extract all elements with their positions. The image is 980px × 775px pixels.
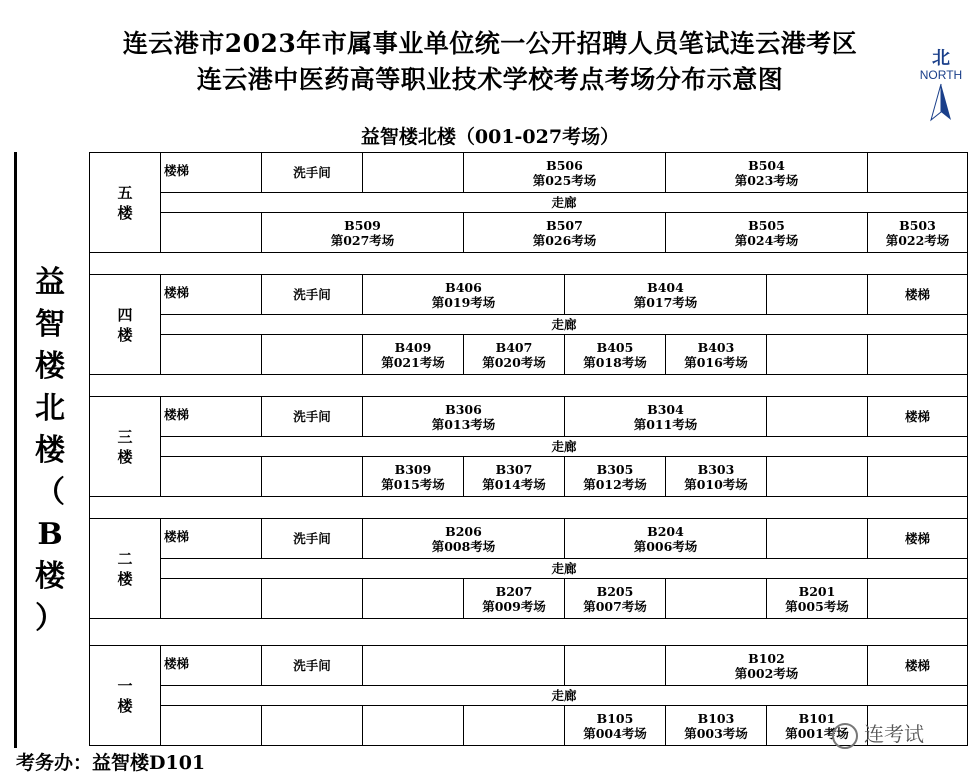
empty-cell bbox=[261, 578, 363, 619]
empty-cell bbox=[160, 578, 262, 619]
building-label-char: 智 bbox=[35, 307, 65, 342]
room-cell bbox=[665, 212, 868, 253]
room-info bbox=[432, 280, 496, 310]
room-cell bbox=[564, 274, 767, 315]
stairs-cell bbox=[867, 645, 968, 686]
room-info bbox=[432, 402, 496, 432]
stairs-cell bbox=[160, 645, 262, 686]
watermark bbox=[832, 718, 924, 749]
cell-label: 楼梯 bbox=[904, 409, 930, 424]
stairs-cell bbox=[867, 396, 968, 437]
room-info bbox=[886, 218, 950, 248]
room-number: B306 bbox=[445, 401, 482, 417]
room-number: B105 bbox=[596, 710, 634, 726]
empty-cell bbox=[867, 578, 968, 619]
empty-cell bbox=[160, 334, 262, 375]
room-info bbox=[482, 340, 546, 370]
exam-room-number: 第013考场 bbox=[431, 416, 496, 432]
exam-room-number: 第004考场 bbox=[583, 725, 647, 741]
room-cell bbox=[867, 212, 968, 253]
exam-room-number: 第009考场 bbox=[482, 598, 546, 614]
room-info bbox=[533, 158, 597, 188]
empty-cell bbox=[261, 334, 363, 375]
floor-label bbox=[89, 396, 161, 497]
exam-room-number: 第025考场 bbox=[532, 172, 597, 188]
room-cell bbox=[463, 578, 565, 619]
room-number: B403 bbox=[697, 339, 735, 355]
cell-label: 楼梯 bbox=[164, 163, 190, 178]
room-number: B205 bbox=[596, 583, 634, 599]
exam-room-number: 第007考场 bbox=[583, 598, 647, 614]
stairs-cell bbox=[160, 518, 262, 559]
cell-label: 楼梯 bbox=[904, 531, 930, 546]
exam-room-number: 第010考场 bbox=[684, 476, 748, 492]
empty-cell bbox=[867, 334, 968, 375]
room-number: B103 bbox=[697, 710, 735, 726]
empty-cell bbox=[362, 152, 464, 193]
empty-cell bbox=[665, 578, 767, 619]
room-cell bbox=[665, 645, 868, 686]
exam-room-number: 第015考场 bbox=[381, 476, 445, 492]
room-number: B303 bbox=[697, 461, 735, 477]
building-label-char: （ bbox=[35, 475, 65, 510]
floor-name: 五楼 bbox=[117, 183, 133, 222]
exam-room-number: 第023考场 bbox=[734, 172, 799, 188]
cell-label: 楼梯 bbox=[164, 407, 190, 422]
room-number: B406 bbox=[445, 279, 482, 295]
floor-gap bbox=[89, 252, 968, 275]
room-info bbox=[331, 218, 395, 248]
exam-room-number: 第012考场 bbox=[583, 476, 647, 492]
stairs-cell bbox=[160, 152, 262, 193]
room-number: B304 bbox=[647, 401, 684, 417]
room-cell bbox=[463, 212, 666, 253]
room-info bbox=[482, 584, 546, 614]
room-info bbox=[634, 524, 698, 554]
room-cell bbox=[665, 334, 767, 375]
restroom-cell bbox=[261, 396, 363, 437]
room-cell bbox=[362, 396, 565, 437]
north-indicator bbox=[918, 50, 964, 124]
room-number: B206 bbox=[445, 523, 482, 539]
floor-name: 三楼 bbox=[117, 427, 133, 466]
room-cell bbox=[564, 578, 666, 619]
room-number: B405 bbox=[596, 339, 634, 355]
cell-label: 楼梯 bbox=[164, 285, 190, 300]
empty-cell bbox=[564, 645, 666, 686]
room-info bbox=[735, 218, 799, 248]
exam-room-number: 第017考场 bbox=[633, 294, 698, 310]
room-cell bbox=[564, 456, 666, 497]
room-cell bbox=[463, 456, 565, 497]
room-info bbox=[785, 584, 849, 614]
empty-cell bbox=[867, 152, 968, 193]
room-cell bbox=[766, 578, 868, 619]
exam-room-number: 第016考场 bbox=[684, 354, 748, 370]
corridor: 走廊 bbox=[160, 558, 968, 579]
corridor: 走廊 bbox=[160, 314, 968, 335]
cell-label: 洗手间 bbox=[293, 287, 331, 302]
restroom-cell bbox=[261, 152, 363, 193]
corridor: 走廊 bbox=[160, 685, 968, 706]
room-number: B307 bbox=[495, 461, 533, 477]
exam-room-number: 第008考场 bbox=[431, 538, 496, 554]
room-number: B404 bbox=[647, 279, 684, 295]
exam-room-number: 第026考场 bbox=[532, 232, 597, 248]
room-info bbox=[684, 462, 748, 492]
exam-room-number: 第005考场 bbox=[785, 598, 849, 614]
restroom-cell bbox=[261, 274, 363, 315]
empty-cell bbox=[160, 212, 262, 253]
floor-gap bbox=[89, 496, 968, 519]
empty-cell bbox=[362, 705, 464, 746]
room-cell bbox=[665, 456, 767, 497]
cell-label: 楼梯 bbox=[904, 658, 930, 673]
stairs-cell bbox=[160, 396, 262, 437]
room-cell bbox=[564, 334, 666, 375]
exam-room-number: 第002考场 bbox=[734, 665, 799, 681]
empty-cell bbox=[867, 456, 968, 497]
empty-cell bbox=[160, 456, 262, 497]
exam-room-number: 第018考场 bbox=[583, 354, 647, 370]
floor-name: 一楼 bbox=[117, 676, 133, 715]
cell-label: 楼梯 bbox=[904, 287, 930, 302]
empty-cell bbox=[362, 578, 464, 619]
exam-room-number: 第001考场 bbox=[785, 725, 849, 741]
floor-label bbox=[89, 274, 161, 375]
floor-name: 四楼 bbox=[117, 305, 133, 344]
building-divider bbox=[14, 152, 17, 748]
room-number: B407 bbox=[495, 339, 533, 355]
floor-gap bbox=[89, 618, 968, 646]
north-label-cn: 北 bbox=[932, 48, 950, 69]
building-label bbox=[30, 262, 70, 640]
corridor: 走廊 bbox=[160, 192, 968, 213]
floor-name: 二楼 bbox=[117, 549, 133, 588]
empty-cell bbox=[766, 274, 868, 315]
building-label-char: B bbox=[37, 517, 63, 552]
exam-room-number: 第014考场 bbox=[482, 476, 546, 492]
room-number: B506 bbox=[546, 157, 583, 173]
room-info bbox=[583, 462, 647, 492]
room-cell bbox=[362, 274, 565, 315]
cell-label: 洗手间 bbox=[293, 531, 331, 546]
cell-label: 洗手间 bbox=[293, 165, 331, 180]
room-number: B309 bbox=[394, 461, 432, 477]
building-label-char: 楼 bbox=[35, 433, 65, 468]
empty-cell bbox=[766, 456, 868, 497]
exam-room-number: 第019考场 bbox=[431, 294, 496, 310]
empty-cell bbox=[766, 396, 868, 437]
floor-gap bbox=[89, 374, 968, 397]
exam-room-number: 第020考场 bbox=[482, 354, 546, 370]
building-label-char: 北 bbox=[35, 391, 65, 426]
room-info bbox=[684, 711, 748, 741]
building-label-char: 楼 bbox=[35, 349, 65, 384]
room-info bbox=[684, 340, 748, 370]
north-label-en: NORTH bbox=[919, 68, 963, 82]
room-number: B505 bbox=[748, 217, 785, 233]
room-cell bbox=[362, 456, 464, 497]
floor-plan bbox=[89, 152, 967, 772]
room-info bbox=[583, 340, 647, 370]
room-cell bbox=[261, 212, 464, 253]
room-number: B201 bbox=[798, 583, 836, 599]
room-info bbox=[381, 462, 445, 492]
exam-office-note: 考务办：益智楼D101 bbox=[16, 752, 206, 774]
room-number: B409 bbox=[394, 339, 432, 355]
room-cell bbox=[463, 152, 666, 193]
building-label-char: ） bbox=[35, 601, 65, 636]
building-label-char: 益 bbox=[35, 265, 65, 300]
room-info bbox=[583, 711, 647, 741]
exam-room-number: 第027考场 bbox=[330, 232, 395, 248]
room-info bbox=[482, 462, 546, 492]
empty-cell bbox=[766, 334, 868, 375]
cell-label: 楼梯 bbox=[164, 656, 190, 671]
room-number: B503 bbox=[899, 217, 936, 233]
building-label-char: 楼 bbox=[35, 559, 65, 594]
empty-cell bbox=[362, 645, 565, 686]
exam-room-number: 第006考场 bbox=[633, 538, 698, 554]
corridor: 走廊 bbox=[160, 436, 968, 457]
empty-cell bbox=[766, 518, 868, 559]
room-cell bbox=[463, 334, 565, 375]
room-info bbox=[432, 524, 496, 554]
room-cell bbox=[665, 152, 868, 193]
room-number: B504 bbox=[748, 157, 785, 173]
page-title: 连云港市2023年市属事业单位统一公开招聘人员笔试连云港考区 bbox=[122, 29, 858, 58]
empty-cell bbox=[160, 705, 262, 746]
cell-label: 洗手间 bbox=[293, 658, 331, 673]
exam-room-number: 第011考场 bbox=[633, 416, 698, 432]
watermark-text: 连考试 bbox=[864, 722, 924, 746]
room-info bbox=[381, 340, 445, 370]
north-arrow-icon bbox=[918, 82, 964, 122]
room-cell bbox=[362, 334, 464, 375]
room-cell bbox=[362, 518, 565, 559]
page-subtitle: 连云港中医药高等职业技术学校考点考场分布示意图 bbox=[196, 65, 784, 94]
restroom-cell bbox=[261, 645, 363, 686]
room-number: B207 bbox=[495, 583, 533, 599]
floor-label bbox=[89, 645, 161, 746]
empty-cell bbox=[261, 456, 363, 497]
room-number: B102 bbox=[748, 650, 785, 666]
room-info bbox=[533, 218, 597, 248]
room-info bbox=[735, 651, 799, 681]
cell-label: 楼梯 bbox=[164, 529, 190, 544]
empty-cell bbox=[463, 705, 565, 746]
room-cell bbox=[665, 705, 767, 746]
building-title: 益智楼北楼（001-027考场） bbox=[360, 126, 620, 148]
room-number: B509 bbox=[344, 217, 381, 233]
room-cell bbox=[564, 705, 666, 746]
exam-room-number: 第021考场 bbox=[381, 354, 445, 370]
stairs-cell bbox=[160, 274, 262, 315]
room-info bbox=[583, 584, 647, 614]
room-info bbox=[634, 402, 698, 432]
floor-label bbox=[89, 152, 161, 253]
room-number: B204 bbox=[647, 523, 684, 539]
room-number: B101 bbox=[798, 710, 836, 726]
restroom-cell bbox=[261, 518, 363, 559]
stairs-cell bbox=[867, 518, 968, 559]
cell-label: 洗手间 bbox=[293, 409, 331, 424]
room-cell bbox=[564, 518, 767, 559]
floor-label bbox=[89, 518, 161, 619]
exam-room-number: 第024考场 bbox=[734, 232, 799, 248]
room-cell bbox=[564, 396, 767, 437]
room-number: B305 bbox=[596, 461, 634, 477]
exam-room-number: 第022考场 bbox=[885, 232, 950, 248]
wechat-icon bbox=[832, 723, 858, 749]
empty-cell bbox=[261, 705, 363, 746]
stairs-cell bbox=[867, 274, 968, 315]
room-info bbox=[634, 280, 698, 310]
room-info bbox=[735, 158, 799, 188]
room-number: B507 bbox=[546, 217, 583, 233]
exam-room-number: 第003考场 bbox=[684, 725, 748, 741]
